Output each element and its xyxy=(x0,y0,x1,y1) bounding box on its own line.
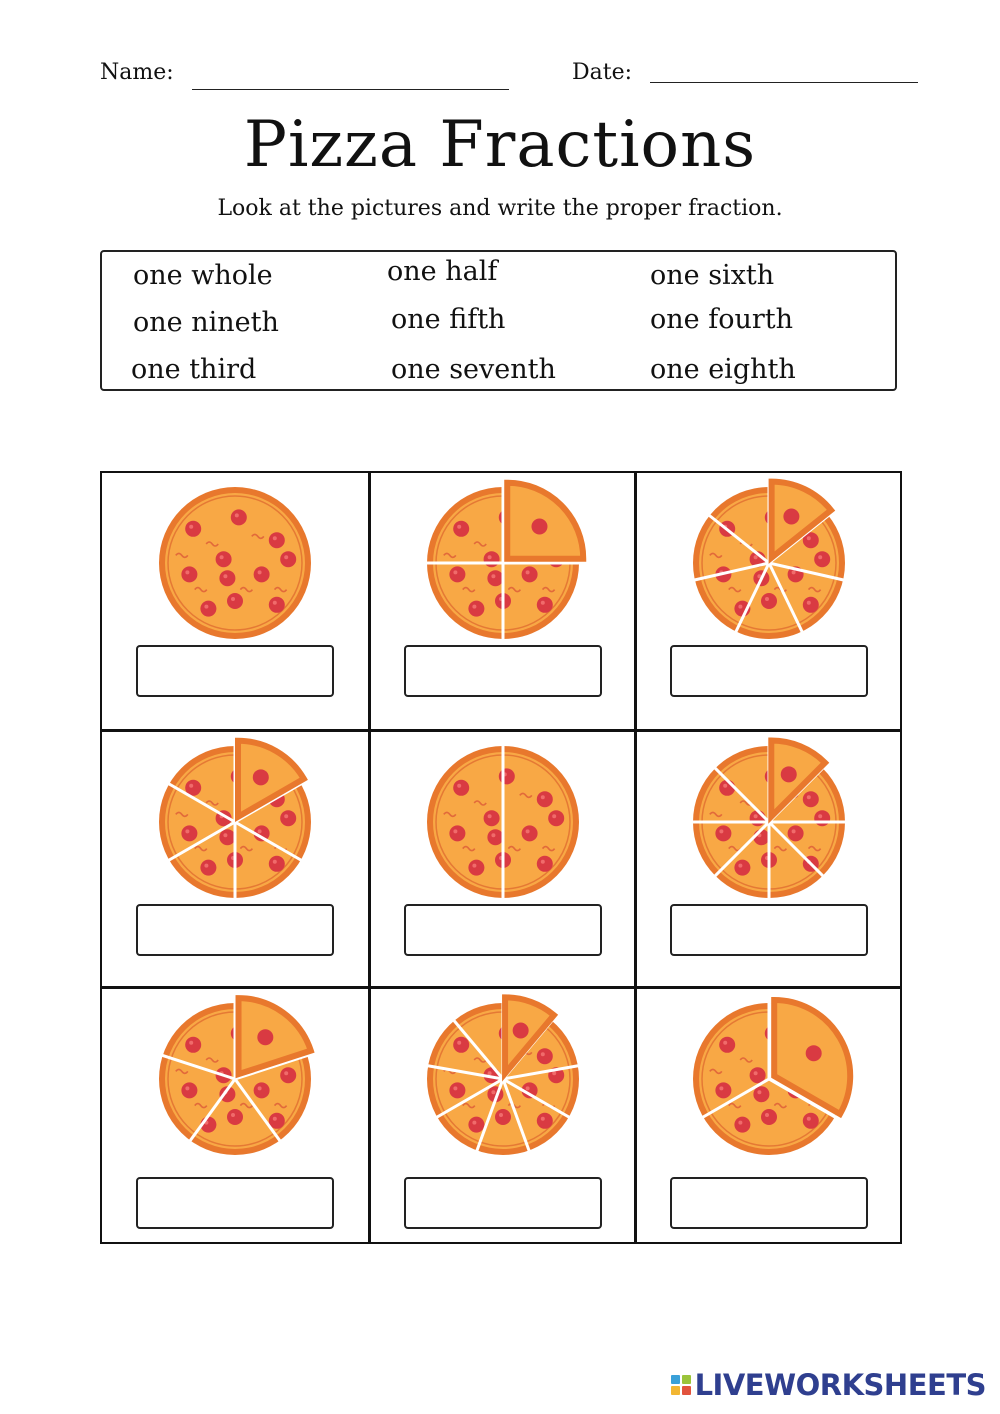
pizza-image xyxy=(149,736,321,908)
pizza-image xyxy=(149,993,321,1165)
answer-box[interactable] xyxy=(670,904,868,956)
pizza-cell xyxy=(636,732,902,989)
answer-box[interactable] xyxy=(136,1177,334,1229)
name-field[interactable] xyxy=(192,89,509,90)
pizza-cell xyxy=(370,732,636,989)
liveworksheets-logo xyxy=(671,1368,986,1402)
instructions: Look at the pictures and write the proper fraction. xyxy=(217,196,783,221)
pizza-image xyxy=(417,477,589,649)
name-label: Name: xyxy=(100,60,174,85)
pizza-grid xyxy=(100,471,902,1244)
pizza-cell xyxy=(102,732,368,989)
pizza-image xyxy=(683,477,855,649)
date-label: Date: xyxy=(572,60,633,85)
word-bank-item: one fifth xyxy=(391,304,506,335)
pizza-cell xyxy=(370,473,636,730)
word-bank xyxy=(100,250,897,391)
answer-box[interactable] xyxy=(404,904,602,956)
word-bank-item: one fourth xyxy=(650,304,793,335)
date-field[interactable] xyxy=(650,82,918,83)
answer-box[interactable] xyxy=(136,904,334,956)
logo-mark-icon xyxy=(671,1375,691,1395)
pizza-image xyxy=(683,736,855,908)
word-bank-item: one sixth xyxy=(650,260,775,291)
pizza-image xyxy=(149,477,321,649)
word-bank-item: one third xyxy=(131,354,257,385)
pizza-image xyxy=(417,736,589,908)
answer-box[interactable] xyxy=(404,645,602,697)
pizza-cell xyxy=(102,473,368,730)
pizza-cell xyxy=(636,989,902,1246)
answer-box[interactable] xyxy=(670,1177,868,1229)
answer-box[interactable] xyxy=(136,645,334,697)
answer-box[interactable] xyxy=(404,1177,602,1229)
page-title: Pizza Fractions xyxy=(243,108,757,182)
word-bank-item: one seventh xyxy=(391,354,556,385)
pizza-cell xyxy=(102,989,368,1246)
pizza-cell xyxy=(636,473,902,730)
word-bank-item: one whole xyxy=(133,260,273,291)
footer-brand: LIVEWORKSHEETS xyxy=(694,1368,986,1402)
pizza-image xyxy=(417,993,589,1165)
pizza-cell xyxy=(370,989,636,1246)
word-bank-item: one nineth xyxy=(133,307,279,338)
answer-box[interactable] xyxy=(670,645,868,697)
word-bank-item: one eighth xyxy=(650,354,796,385)
word-bank-item: one half xyxy=(387,256,498,287)
pizza-image xyxy=(683,993,855,1165)
